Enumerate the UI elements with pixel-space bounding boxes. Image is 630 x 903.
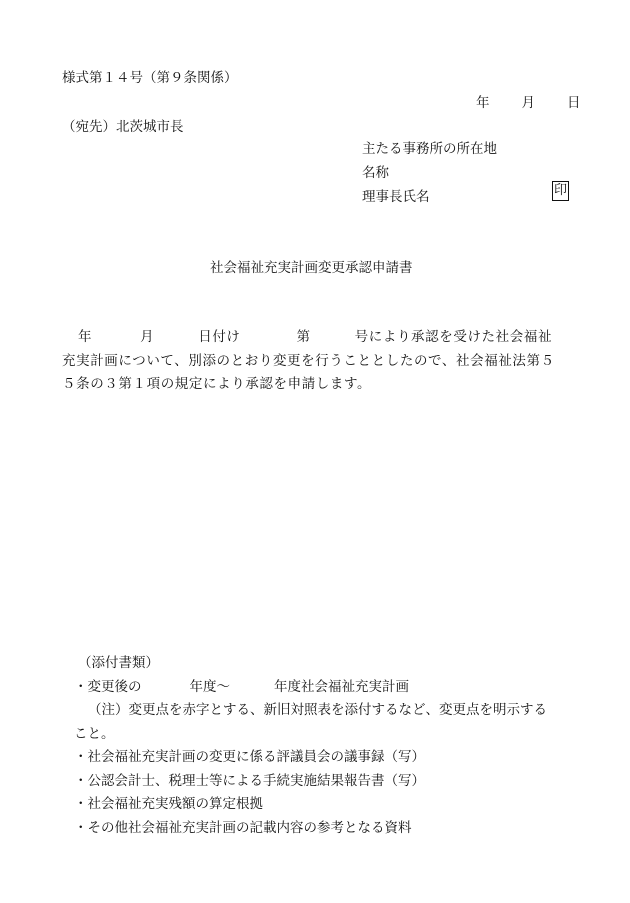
body-line-2: 充実計画について、別添のとおり変更を行うこととしたので、社会福祉法第５	[62, 352, 555, 369]
date-line	[476, 91, 581, 111]
attachment-item-1-prefix: ・変更後の	[74, 678, 142, 695]
seal-mark: 印	[552, 181, 569, 201]
attachment-item-2: ・社会福祉充実計画の変更に係る評議員会の議事録（写）	[74, 749, 425, 765]
applicant-address-label: 主たる事務所の所在地	[362, 141, 497, 157]
body-line-1	[62, 326, 582, 350]
attachment-item-4: ・社会福祉充実残額の算定根拠	[74, 796, 263, 812]
applicant-chairman-label: 理事長氏名	[362, 189, 430, 205]
attachment-item-5: ・その他社会福祉充実計画の記載内容の参考となる資料	[74, 819, 412, 836]
attachment-note-line-1: （注）変更点を赤字とする、新旧対照表を添付するなど、変更点を明示する	[88, 702, 547, 718]
form-number: 様式第１４号（第９条関係）	[62, 70, 238, 86]
attachment-item-1-suffix: 年度社会福祉充実計画	[274, 678, 409, 695]
attachments-section	[62, 652, 582, 840]
attachment-item-3: ・公認会計士、税理士等による手続実施結果報告書（写）	[74, 772, 425, 789]
date-day: 日	[567, 95, 581, 111]
body-line-3: ５条の３第１項の規定により承認を申請します。	[62, 376, 372, 392]
date-month: 月	[521, 95, 535, 111]
attachments-heading: （添付書類）	[78, 655, 159, 671]
date-year: 年	[476, 95, 490, 111]
body-dated: 日付け	[198, 329, 241, 345]
body-number-prefix: 第	[296, 329, 311, 345]
body-paragraph	[62, 326, 582, 397]
attachment-note-line-2: こと。	[74, 725, 115, 742]
document-title: 社会福祉充実計画変更承認申請書	[210, 260, 413, 276]
addressee: （宛先）北茨城市長	[62, 119, 184, 135]
attachment-item-1-mid: 年度～	[189, 678, 230, 695]
body-month: 月	[140, 329, 155, 345]
applicant-name-label: 名称	[362, 165, 389, 181]
attachment-item-1	[62, 676, 582, 700]
body-year: 年	[78, 329, 93, 345]
body-line1-rest: 号により承認を受けた社会福祉	[354, 329, 553, 345]
